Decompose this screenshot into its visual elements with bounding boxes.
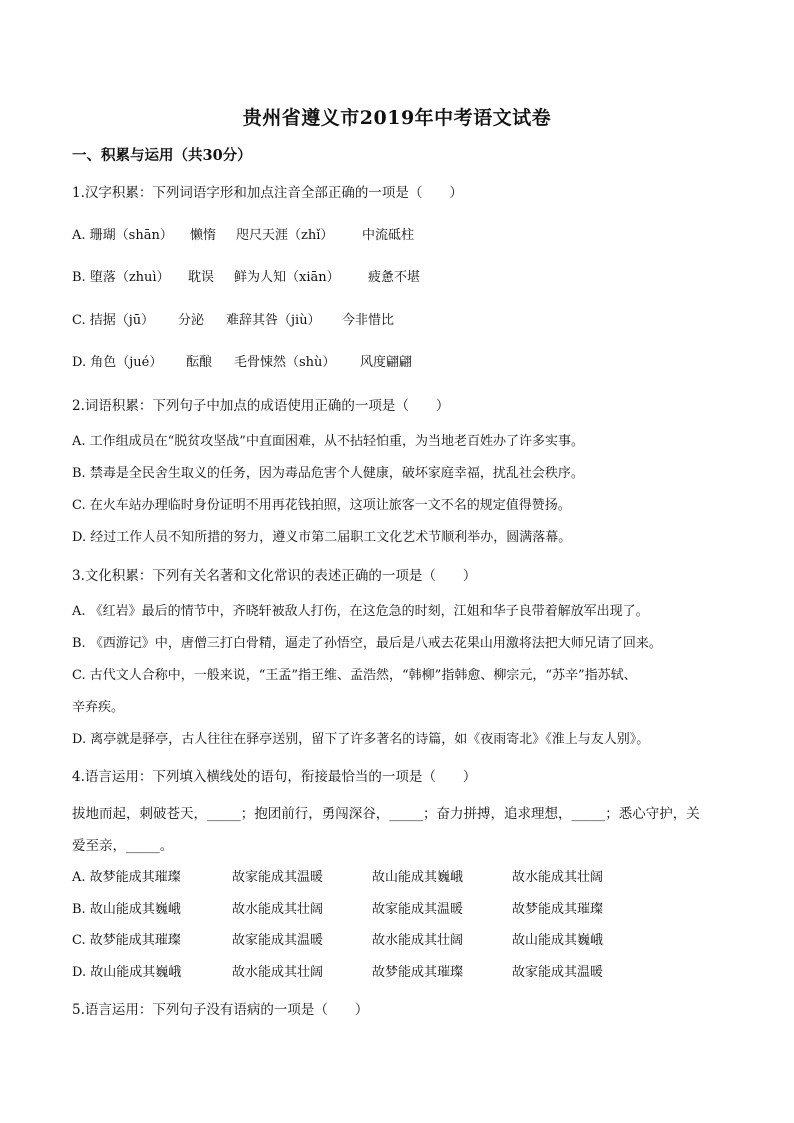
option-c-part-3: 难辞其咎（jiù） [226,313,321,328]
option-d-part-3: 毛骨悚然（shù） [234,355,336,370]
option-d-choice-1: D. 故山能成其巍峨 [72,965,182,980]
option-d-part-1: D. 角色（jué） [72,355,163,370]
question-5-stem: 5.语言运用：下列句子没有语病的一项是（ ） [72,1002,369,1018]
option-d-part-2: 酝酿 [186,355,213,370]
option-b-part-2: 耽误 [188,270,215,285]
question-3-option-c-continued: 辛弃疾。 [72,700,125,715]
option-b-part-4: 疲惫不堪 [368,270,421,285]
page-title: 贵州省遵义市2019年中考语文试卷 [242,107,552,129]
option-b-part-3: 鲜为人知（xiān） [234,270,340,285]
question-2-option-d: D. 经过工作人员不知所措的努力，遵义市第二届职工文化艺术节顺利举办，圆满落幕。 [72,530,572,545]
option-b-choice-3: 故家能成其温暖 [372,902,464,917]
option-c-choice-4: 故山能成其巍峨 [512,933,604,948]
option-b-choice-2: 故水能成其壮阔 [232,902,324,917]
option-d-choice-2: 故水能成其壮阔 [232,965,324,980]
option-b-choice-1: B. 故山能成其巍峨 [72,902,181,917]
option-c-part-1: C. 拮据（jū） [72,313,155,328]
option-c-choice-2: 故家能成其温暖 [232,933,324,948]
option-a-choice-3: 故山能成其巍峨 [372,870,464,885]
question-2-option-a: A. 工作组成员在“脱贫攻坚战”中直面困难，从不拈轻怕重，为当地老百姓办了许多实事。 [72,434,584,449]
option-a-part-1: A. 珊瑚（shān） [72,228,173,243]
question-4-stem: 4.语言运用：下列填入横线处的语句，衔接最恰当的一项是（ ） [72,769,477,785]
section-heading: 一、积累与运用（共30分） [72,147,252,164]
question-2-option-b: B. 禁毒是全民舍生取义的任务，因为毒品危害个人健康，破坏家庭幸福，扰乱社会秩序。 [72,466,584,481]
question-2-option-c: C. 在火车站办理临时身份证明不用再花钱拍照，这项让旅客一文不名的规定值得赞扬。 [72,498,571,513]
question-3-option-b: B. 《西游记》中，唐僧三打白骨精，逼走了孙悟空，最后是八戒去花果山用激将法把大师兄请了回来。 [72,636,662,651]
option-a-choice-4: 故水能成其壮阔 [512,870,604,885]
question-3-stem: 3.文化积累：下列有关名著和文化常识的表述正确的一项是（ ） [72,568,477,584]
option-c-part-4: 今非惜比 [342,313,395,328]
option-a-part-3: 咫尺天涯（zhǐ） [236,228,334,243]
option-d-choice-4: 故家能成其温暖 [512,965,604,980]
option-a-part-2: 懒惰 [190,228,217,243]
option-d-choice-3: 故梦能成其璀璨 [372,965,464,980]
option-b-choice-4: 故梦能成其璀璨 [512,902,604,917]
question-4-passage-line-2: 爱至亲，_____。 [72,838,174,854]
question-2-stem: 2.词语积累：下列句子中加点的成语使用正确的一项是（ ） [72,398,450,414]
option-c-part-2: 分泌 [178,313,205,328]
question-1-stem: 1.汉字积累：下列词语字形和加点注音全部正确的一项是（ ） [72,185,463,201]
question-3-option-c: C. 古代文人合称中，一般来说，“王孟”指王维、孟浩然，“韩柳”指韩愈、柳宗元，“苏辛”指苏轼、 [72,668,637,683]
option-a-choice-1: A. 故梦能成其璀璨 [72,870,181,885]
option-a-choice-2: 故家能成其温暖 [232,870,324,885]
question-3-option-a: A. 《红岩》最后的情节中，齐晓轩被敌人打伤，在这危急的时刻，江姐和华子良带着解放军出现了。 [72,604,649,619]
option-a-part-4: 中流砥柱 [362,228,415,243]
question-4-passage-line-1: 拔地而起，刺破苍天，_____；抱团前行，勇闯深谷，_____；奋力拼搏，追求理想，_____；悉心守护，关 [72,806,700,822]
question-3-option-d: D. 离亭就是驿亭，古人往往在驿亭送别，留下了许多著名的诗篇，如《夜雨寄北》《淮上与友人别》。 [72,732,650,747]
option-b-part-1: B. 堕落（zhuì） [72,270,170,285]
option-d-part-4: 风度翩翩 [360,355,413,370]
option-c-choice-3: 故水能成其壮阔 [372,933,464,948]
option-c-choice-1: C. 故梦能成其璀璨 [72,933,181,948]
